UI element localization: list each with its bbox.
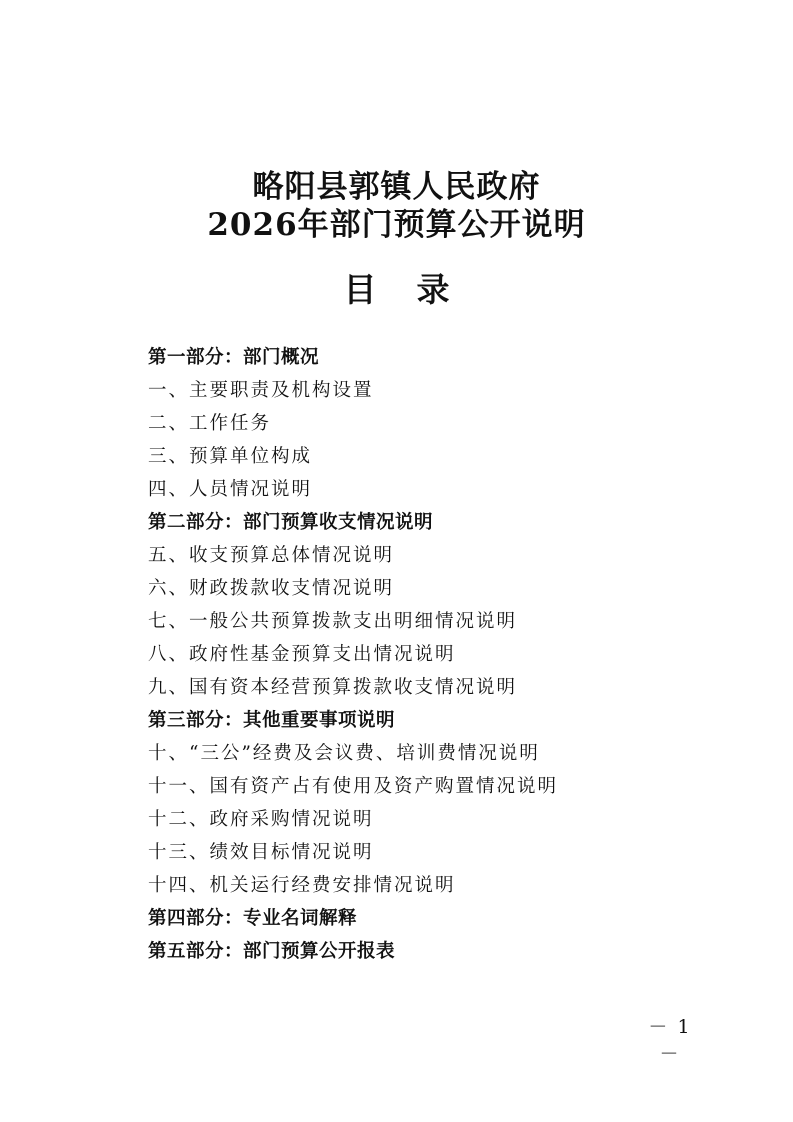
toc-item: 十二、政府采购情况说明	[148, 809, 374, 830]
toc-item: 十、“三公”经费及会议费、培训费情况说明	[148, 743, 540, 764]
toc-item: 五、收支预算总体情况说明	[148, 545, 395, 566]
toc-item: 九、国有资本经营预算拨款收支情况说明	[148, 677, 518, 698]
table-of-contents	[148, 341, 708, 968]
title-line-subject: 2026年部门预算公开说明	[207, 207, 586, 243]
toc-part-heading: 第一部分：部门概况	[148, 347, 320, 368]
toc-item: 十四、机关运行经费安排情况说明	[148, 875, 456, 896]
toc-item: 六、财政拨款收支情况说明	[148, 578, 395, 599]
toc-item: 八、政府性基金预算支出情况说明	[148, 644, 456, 665]
toc-item: 二、工作任务	[148, 413, 272, 434]
toc-item: 七、一般公共预算拨款支出明细情况说明	[148, 611, 518, 632]
title-line-organization: 略阳县郭镇人民政府	[252, 169, 541, 205]
toc-item: 四、人员情况说明	[148, 479, 313, 500]
toc-item: 十三、绩效目标情况说明	[148, 842, 374, 863]
page-number: － 1 －	[648, 1016, 692, 1065]
toc-heading: 目录	[343, 270, 490, 309]
toc-part-heading: 第三部分：其他重要事项说明	[148, 710, 396, 731]
toc-part-heading: 第四部分：专业名词解释	[148, 908, 358, 929]
toc-item: 十一、国有资产占有使用及资产购置情况说明	[148, 776, 559, 797]
toc-part-heading: 第二部分：部门预算收支情况说明	[148, 512, 434, 533]
toc-item: 一、主要职责及机构设置	[148, 380, 374, 401]
document-title	[0, 168, 793, 244]
toc-part-heading: 第五部分：部门预算公开报表	[148, 941, 396, 962]
toc-item: 三、预算单位构成	[148, 446, 313, 467]
